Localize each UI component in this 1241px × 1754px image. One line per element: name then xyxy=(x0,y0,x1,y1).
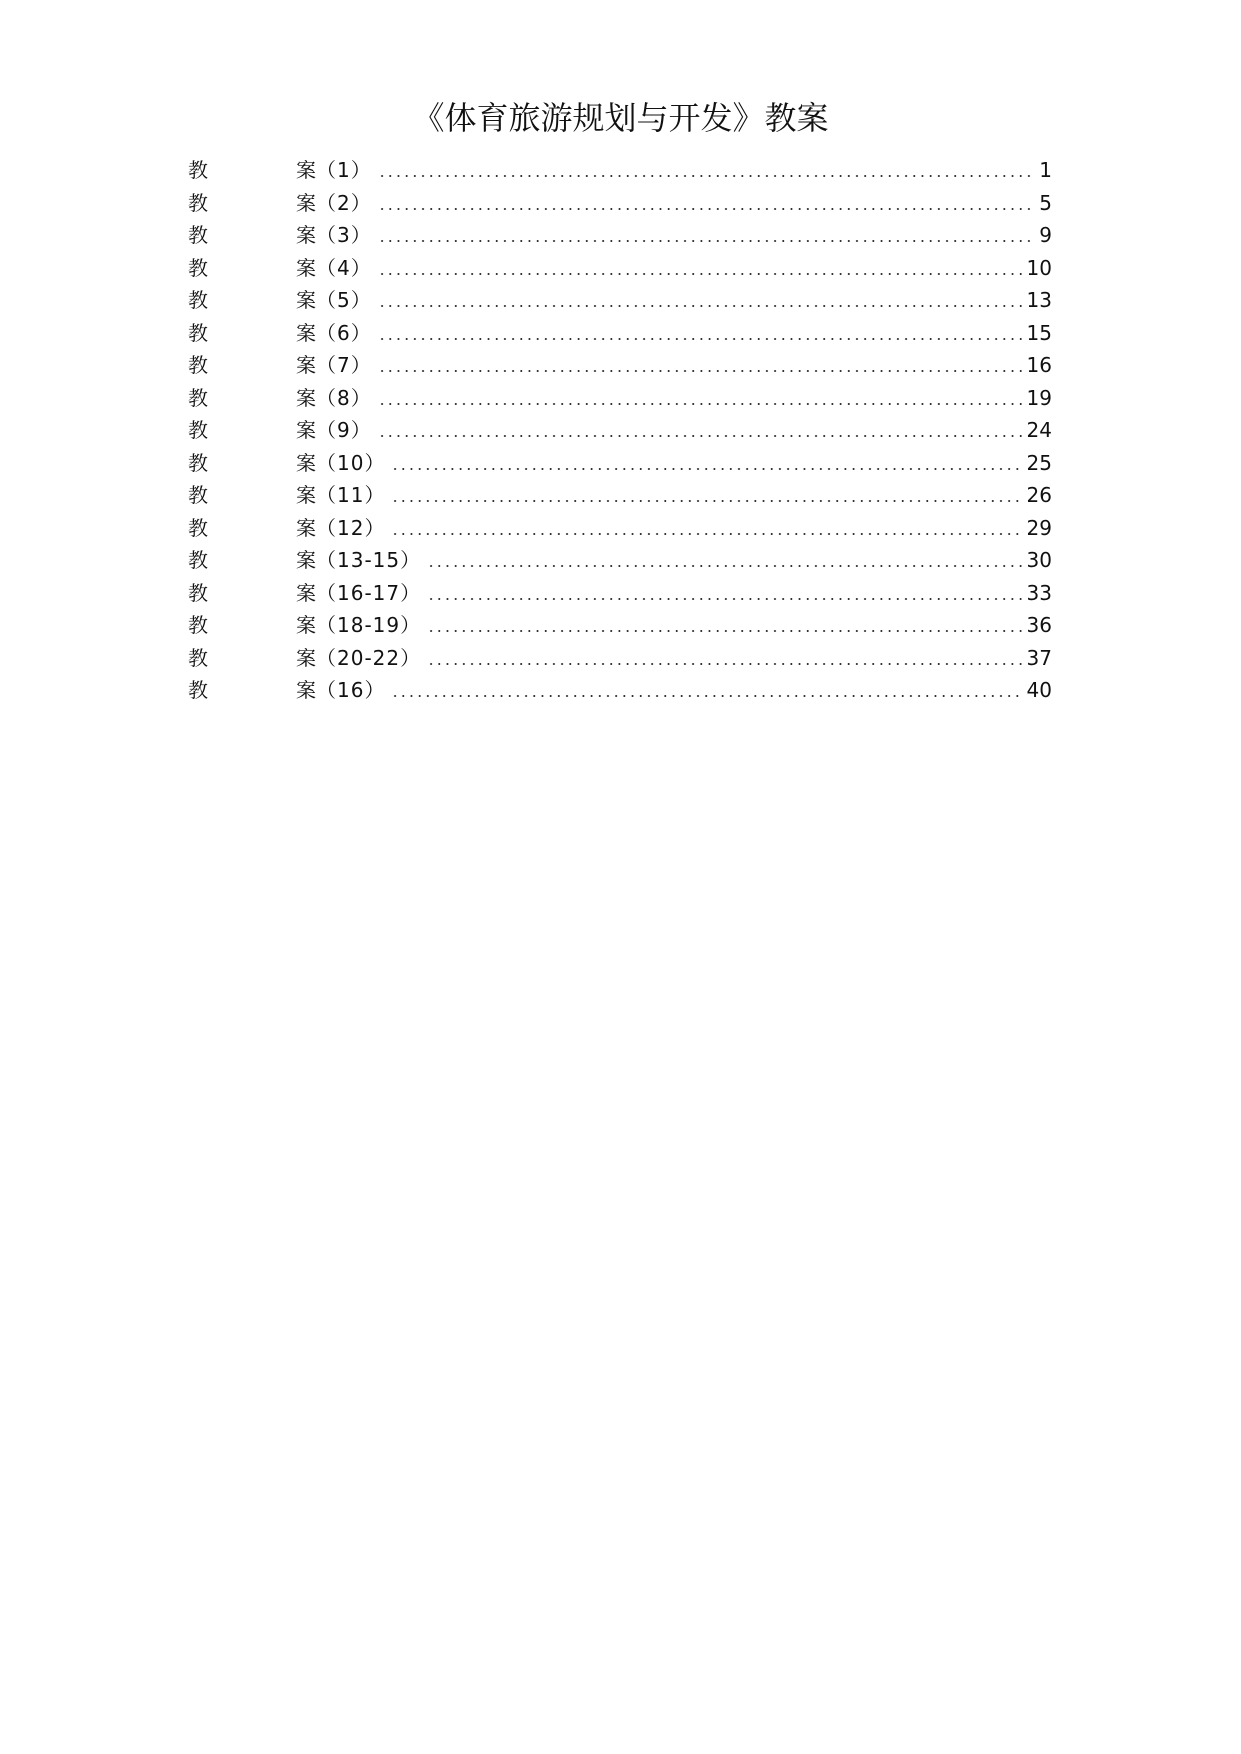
toc-label-first-char: 教 xyxy=(188,255,208,280)
toc-label-first-char: 教 xyxy=(188,385,208,410)
toc-entry-number: （8） xyxy=(316,385,372,410)
toc-dot-leader xyxy=(391,479,1022,511)
toc-entry[interactable] xyxy=(188,317,1052,350)
toc-page-number: 16 xyxy=(1026,353,1052,378)
toc-entry-number: （3） xyxy=(316,223,372,248)
toc-label-second-char: 案 xyxy=(296,255,316,280)
toc-dot-leader xyxy=(378,219,1036,251)
toc-label-second-char: 案 xyxy=(296,580,316,605)
toc-entry[interactable] xyxy=(188,219,1052,252)
toc-page-number: 25 xyxy=(1026,450,1052,475)
toc-page-number: 37 xyxy=(1026,645,1052,670)
toc-entry[interactable] xyxy=(188,447,1052,480)
toc-entry[interactable] xyxy=(188,154,1052,187)
document-title: 《体育旅游规划与开发》教案 xyxy=(412,99,829,137)
toc-label-second-char: 案 xyxy=(296,190,316,215)
toc-label-first-char: 教 xyxy=(188,320,208,345)
toc-entry[interactable] xyxy=(188,187,1052,220)
toc-label-second-char: 案 xyxy=(296,353,316,378)
toc-label-first-char: 教 xyxy=(188,515,208,540)
toc-entry[interactable] xyxy=(188,382,1052,415)
toc-label-first-char: 教 xyxy=(188,548,208,573)
toc-label-first-char: 教 xyxy=(188,450,208,475)
toc-entry-number: （10） xyxy=(316,450,386,475)
toc-label-second-char: 案 xyxy=(296,158,316,183)
toc-entry[interactable] xyxy=(188,512,1052,545)
toc-dot-leader xyxy=(427,609,1022,641)
toc-page-number: 33 xyxy=(1026,580,1052,605)
toc-entry[interactable] xyxy=(188,674,1052,707)
toc-dot-leader xyxy=(378,349,1023,381)
toc-label-first-char: 教 xyxy=(188,418,208,443)
toc-label-second-char: 案 xyxy=(296,418,316,443)
toc-entry-number: （16） xyxy=(316,678,386,703)
toc-page-number: 40 xyxy=(1026,678,1052,703)
toc-label-second-char: 案 xyxy=(296,645,316,670)
table-of-contents xyxy=(188,154,1052,707)
toc-page-number: 9 xyxy=(1039,223,1052,248)
toc-page-number: 15 xyxy=(1026,320,1052,345)
toc-label-first-char: 教 xyxy=(188,288,208,313)
toc-page-number: 5 xyxy=(1039,190,1052,215)
toc-label-second-char: 案 xyxy=(296,613,316,638)
toc-dot-leader xyxy=(378,187,1036,219)
toc-entry-number: （7） xyxy=(316,353,372,378)
toc-label-second-char: 案 xyxy=(296,483,316,508)
toc-entry-number: （20-22） xyxy=(316,645,422,670)
toc-label-second-char: 案 xyxy=(296,450,316,475)
toc-dot-leader xyxy=(378,382,1023,414)
toc-entry[interactable] xyxy=(188,479,1052,512)
toc-label-second-char: 案 xyxy=(296,385,316,410)
toc-entry[interactable] xyxy=(188,252,1052,285)
toc-entry-number: （13-15） xyxy=(316,548,422,573)
toc-page-number: 36 xyxy=(1026,613,1052,638)
toc-page-number: 19 xyxy=(1026,385,1052,410)
toc-label-first-char: 教 xyxy=(188,158,208,183)
toc-page-number: 10 xyxy=(1026,255,1052,280)
toc-entry[interactable] xyxy=(188,642,1052,675)
toc-entry-number: （6） xyxy=(316,320,372,345)
toc-entry[interactable] xyxy=(188,284,1052,317)
toc-dot-leader xyxy=(378,414,1023,446)
toc-page-number: 13 xyxy=(1026,288,1052,313)
toc-dot-leader xyxy=(391,674,1022,706)
toc-label-second-char: 案 xyxy=(296,288,316,313)
toc-label-second-char: 案 xyxy=(296,548,316,573)
toc-dot-leader xyxy=(427,642,1022,674)
toc-dot-leader xyxy=(378,154,1036,186)
toc-label-first-char: 教 xyxy=(188,678,208,703)
toc-page-number: 1 xyxy=(1039,158,1052,183)
toc-entry-number: （11） xyxy=(316,483,386,508)
toc-entry-number: （12） xyxy=(316,515,386,540)
toc-dot-leader xyxy=(427,544,1022,576)
toc-label-first-char: 教 xyxy=(188,223,208,248)
toc-dot-leader xyxy=(378,284,1023,316)
toc-dot-leader xyxy=(391,447,1022,479)
toc-page-number: 26 xyxy=(1026,483,1052,508)
toc-entry-number: （9） xyxy=(316,418,372,443)
toc-entry[interactable] xyxy=(188,609,1052,642)
toc-label-first-char: 教 xyxy=(188,483,208,508)
toc-entry[interactable] xyxy=(188,414,1052,447)
toc-label-second-char: 案 xyxy=(296,515,316,540)
toc-label-second-char: 案 xyxy=(296,320,316,345)
toc-entry-number: （1） xyxy=(316,158,372,183)
toc-label-first-char: 教 xyxy=(188,353,208,378)
toc-label-first-char: 教 xyxy=(188,613,208,638)
toc-dot-leader xyxy=(391,512,1022,544)
toc-page-number: 29 xyxy=(1026,515,1052,540)
toc-label-first-char: 教 xyxy=(188,190,208,215)
toc-label-second-char: 案 xyxy=(296,223,316,248)
toc-dot-leader xyxy=(378,317,1023,349)
toc-entry[interactable] xyxy=(188,544,1052,577)
toc-entry-number: （5） xyxy=(316,288,372,313)
toc-entry-number: （2） xyxy=(316,190,372,215)
toc-page-number: 30 xyxy=(1026,548,1052,573)
toc-entry[interactable] xyxy=(188,349,1052,382)
toc-entry-number: （16-17） xyxy=(316,580,422,605)
toc-label-first-char: 教 xyxy=(188,645,208,670)
toc-dot-leader xyxy=(427,577,1022,609)
toc-page-number: 24 xyxy=(1026,418,1052,443)
toc-label-second-char: 案 xyxy=(296,678,316,703)
toc-entry[interactable] xyxy=(188,577,1052,610)
toc-entry-number: （4） xyxy=(316,255,372,280)
toc-entry-number: （18-19） xyxy=(316,613,422,638)
toc-label-first-char: 教 xyxy=(188,580,208,605)
toc-dot-leader xyxy=(378,252,1023,284)
